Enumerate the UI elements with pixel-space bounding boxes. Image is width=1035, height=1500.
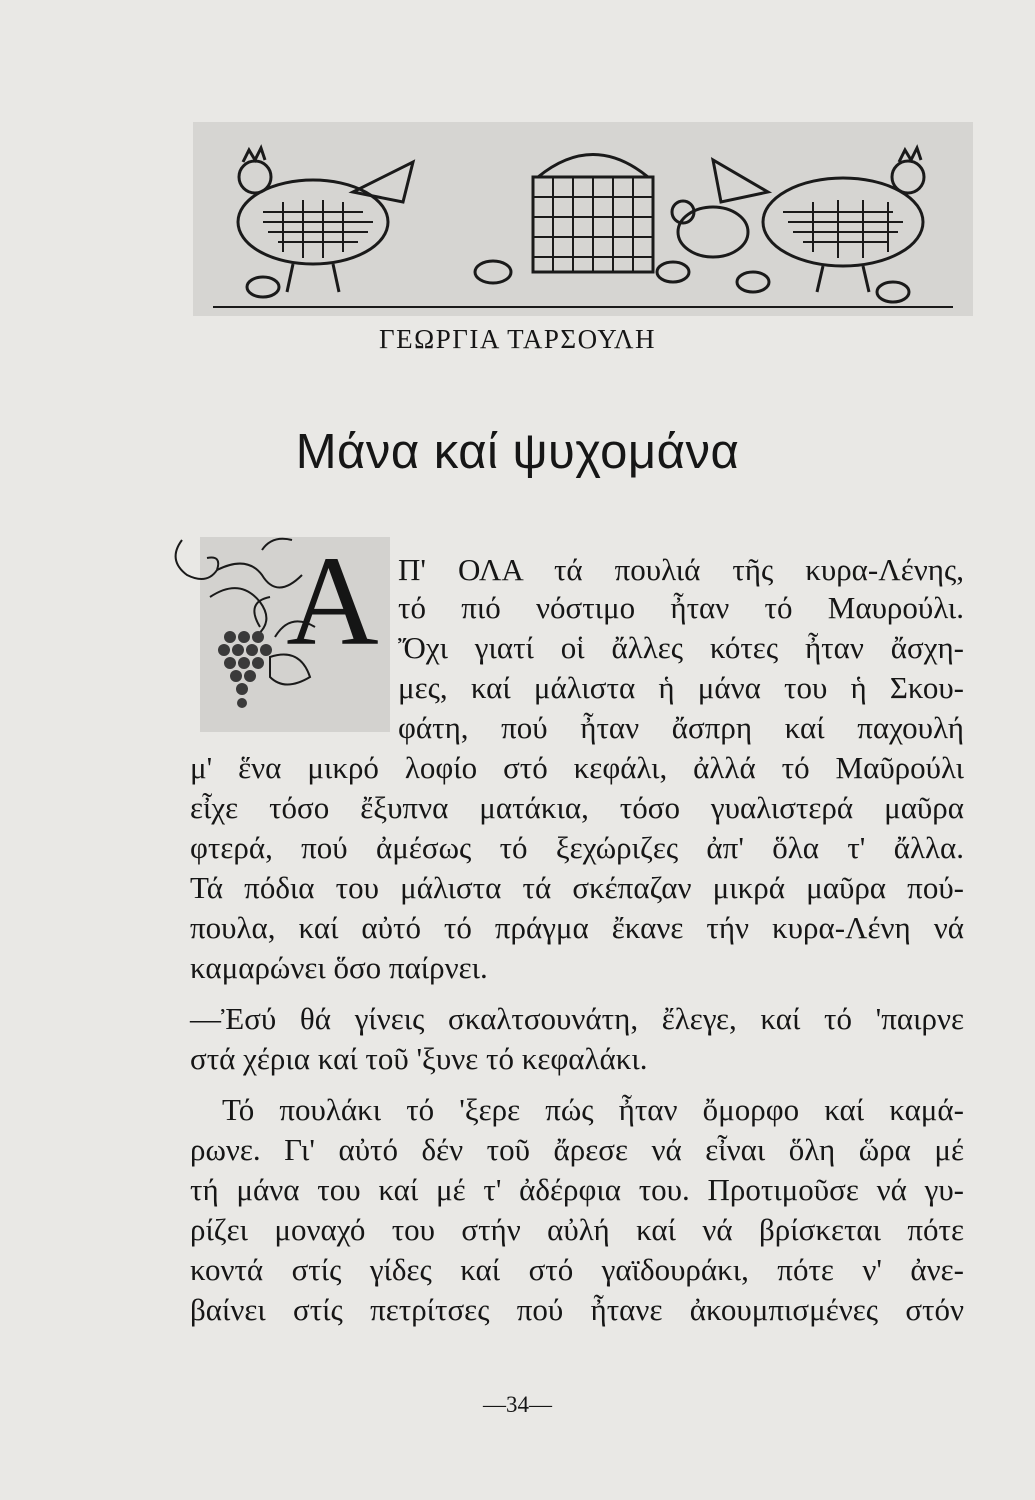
- text-line: στά χέρια καί τοῦ 'ξυνε τό κεφαλάκι.: [190, 1041, 648, 1076]
- text-line: τό πιό νόστιμο ἦταν τό Μαυρούλι.: [398, 590, 964, 625]
- text-line: φτερά, πού ἀμέσως τό ξεχώριζες ἀπ' ὅλα τ' ἄλλα.: [190, 830, 964, 865]
- banner-drawing: [193, 122, 973, 316]
- text-line: Τά πόδια του μάλιστα τά σκέπαζαν μικρά μαῦρα πού-: [190, 870, 964, 905]
- author-name: ΓΕΩΡΓΙΑ ΤΑΡΣΟΥΛΗ: [379, 324, 656, 354]
- drop-cap-letter: Α: [286, 530, 379, 672]
- text-line: καμαρώνει ὅσο παίρνει.: [190, 950, 488, 985]
- text-line: Π' ΟΛΑ τά πουλιά τῆς κυρα-Λένης,: [398, 552, 964, 587]
- text-line: τή μάνα του καί μέ τ' ἀδέρφια του. Προτιμοῦσε νά γυ-: [190, 1172, 964, 1207]
- text-line: —Ἐσύ θά γίνεις σκαλτσουνάτη, ἔλεγε, καί τό 'παιρνε: [190, 1001, 964, 1036]
- text-line: ρωνε. Γι' αὐτό δέν τοῦ ἄρεσε νά εἶναι ὅλη ὥρα μέ: [190, 1132, 964, 1167]
- text-line: κοντά στίς γίδες καί στό γαϊδουράκι, πότε ν' ἀνε-: [190, 1252, 964, 1287]
- text-line: Τό πουλάκι τό 'ξερε πώς ἦταν ὄμορφο καί καμά-: [222, 1092, 964, 1127]
- text-line: μ' ἕνα μικρό λοφίο στό κεφάλι, ἀλλά τό Μαῦρούλι: [190, 750, 964, 785]
- text-line: ρίζει μοναχό του στήν αὐλή καί νά βρίσκεται πότε: [190, 1212, 964, 1247]
- text-line: φάτη, πού ἦταν ἄσπρη καί παχουλή: [398, 710, 964, 745]
- hens-with-egg-basket-illustration: [193, 122, 973, 316]
- page-number: —34—: [483, 1392, 552, 1417]
- text-line: εἶχε τόσο ἔξυπνα ματάκια, τόσο γυαλιστερά μαῦρα: [190, 790, 964, 825]
- story-title: Μάνα καί ψυχομάνα: [295, 425, 740, 479]
- text-line: βαίνει στίς πετρίτσες πού ἦτανε ἀκουμπισμένες στόν: [190, 1292, 964, 1327]
- text-line: Ὄχι γιατί οἱ ἄλλες κότες ἦταν ἄσχη-: [398, 630, 964, 665]
- text-line: πουλα, καί αὐτό τό πράγμα ἔκανε τήν κυρα-Λένη νά: [190, 910, 964, 945]
- text-line: μες, καί μάλιστα ἡ μάνα του ἡ Σκου-: [398, 670, 964, 705]
